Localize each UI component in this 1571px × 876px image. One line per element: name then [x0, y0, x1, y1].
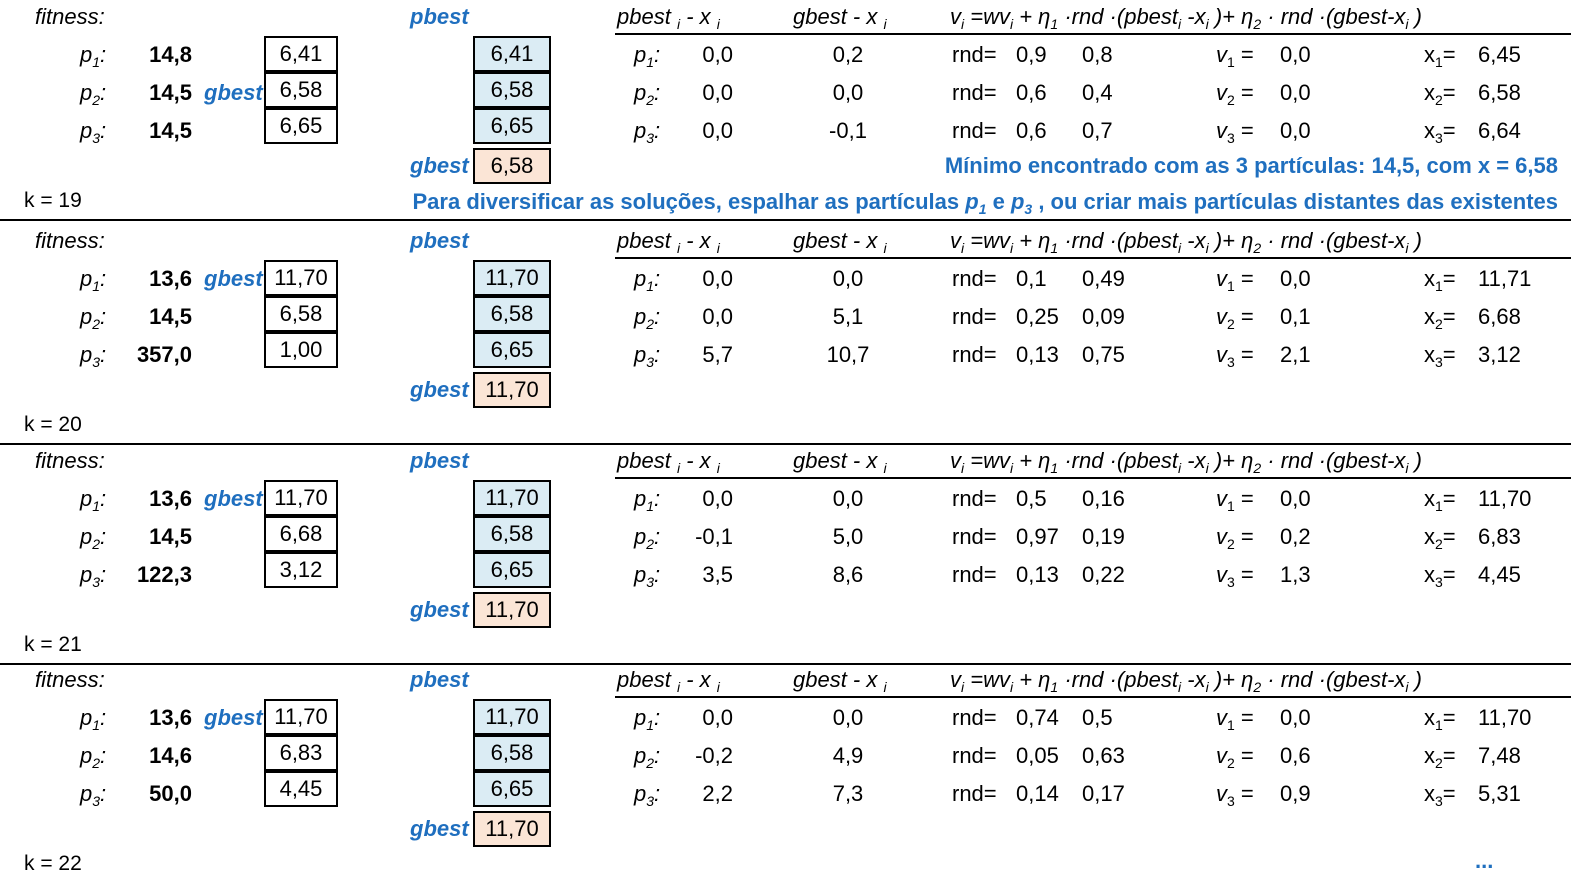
rnd1-value: 0,9 [1016, 42, 1047, 67]
row-particle-label: $p_1$: [634, 42, 661, 70]
new-position-value: 4,45 [1478, 562, 1521, 587]
pbest-minus-x-value: 5,7 [702, 342, 733, 367]
rnd1-value: 0,1 [1016, 266, 1047, 291]
rnd1-value: 0,13 [1016, 562, 1059, 587]
velocity-value: 0,0 [1280, 80, 1311, 105]
new-position-label: $x_1=$ [1424, 486, 1456, 514]
gbest-marker: gbest [204, 486, 263, 511]
new-position-label: $x_3=$ [1424, 118, 1456, 146]
rnd-label: rnd= [952, 80, 997, 105]
pbest-minus-x-value: 0,0 [702, 80, 733, 105]
row-particle-label: $p_1$: [634, 705, 661, 733]
rnd-label: rnd= [952, 118, 997, 143]
gbest-minus-x-value: 0,0 [832, 266, 864, 291]
gbest-minus-x-value: 0,0 [832, 80, 864, 105]
iteration-label: k = 20 [24, 413, 82, 436]
rnd1-value: 0,13 [1016, 342, 1059, 367]
velocity-value: 0,0 [1280, 118, 1311, 143]
velocity-formula: $v_i =wv_i + \eta_1 \cdot rnd$ ·(pbest$_i$ $-x_i$ )+ $\eta_2$ · rnd $\cdot(gbest-x_i$ ) [950, 448, 1422, 476]
fitness-value: 14,5 [149, 80, 192, 105]
position-cell: 11,70 [264, 260, 338, 296]
gbest-minus-x-value: 5,0 [832, 524, 864, 549]
velocity-label: $v_1$ = [1216, 266, 1254, 294]
fitness-value: 13,6 [149, 486, 192, 511]
rnd1-value: 0,74 [1016, 705, 1059, 730]
gbest-marker: gbest [204, 80, 263, 105]
rnd2-value: 0,09 [1082, 304, 1125, 329]
diversify-text-e: e [986, 189, 1011, 214]
particle-label: $p_2$: [80, 304, 107, 332]
minimum-found-note: Mínimo encontrado com as 3 partículas: 14,5, com x = 6,58 [944, 153, 1558, 178]
rnd1-value: 0,05 [1016, 743, 1059, 768]
fitness-value: 14,6 [149, 743, 192, 768]
fitness-value: 13,6 [149, 266, 192, 291]
row-particle-label: $p_3$: [634, 342, 661, 370]
position-cell: 6,41 [264, 36, 338, 72]
pbest-cell: 6,58 [473, 735, 551, 771]
row-particle-label: $p_1$: [634, 486, 661, 514]
fitness-value: 14,8 [149, 42, 192, 67]
new-position-value: 6,45 [1478, 42, 1521, 67]
pbest-cell: 6,65 [473, 552, 551, 588]
diversify-p1: $p_1$ [965, 189, 987, 217]
gbest-minus-x-value: 10,7 [826, 342, 870, 367]
gbest-minus-x-value: 0,0 [832, 486, 864, 511]
gbest-marker: gbest [204, 266, 263, 291]
diversify-text-a: Para diversificar as soluções, espalhar as partículas [412, 189, 966, 214]
gbest-marker: gbest [204, 705, 263, 730]
pbest-cell: 6,65 [473, 332, 551, 368]
fitness-value: 50,0 [149, 781, 192, 806]
col-header-gbest-minus-x: gbest - x $_i$ [793, 448, 887, 476]
pbest-minus-x-value: 3,5 [702, 562, 733, 587]
new-position-label: $x_2=$ [1424, 524, 1456, 552]
fitness-value: 122,3 [136, 562, 192, 587]
fitness-value: 14,5 [149, 524, 192, 549]
velocity-value: 0,6 [1280, 743, 1311, 768]
rnd1-value: 0,25 [1016, 304, 1059, 329]
pbest-minus-x-value: 0,0 [702, 118, 733, 143]
velocity-value: 1,3 [1280, 562, 1311, 587]
rnd1-value: 0,14 [1016, 781, 1059, 806]
gbest-label: gbest [410, 816, 469, 841]
new-position-value: 6,83 [1478, 524, 1521, 549]
position-cell: 4,45 [264, 771, 338, 807]
pbest-cell: 11,70 [473, 699, 551, 735]
velocity-label: $v_2$ = [1216, 524, 1254, 552]
gbest-label: gbest [410, 597, 469, 622]
position-cell: 11,70 [264, 480, 338, 516]
velocity-label: $v_1$ = [1216, 42, 1254, 70]
gbest-minus-x-value: 0,2 [832, 42, 864, 67]
row-particle-label: $p_3$: [634, 562, 661, 590]
gbest-label: gbest [410, 377, 469, 402]
pbest-minus-x-value: 0,0 [702, 266, 733, 291]
rnd2-value: 0,17 [1082, 781, 1125, 806]
col-header-gbest-minus-x: gbest - x $_i$ [793, 4, 887, 32]
new-position-value: 6,58 [1478, 80, 1521, 105]
pbest-header: pbest [410, 228, 469, 253]
velocity-label: $v_3$ = [1216, 118, 1254, 146]
rnd2-value: 0,19 [1082, 524, 1125, 549]
velocity-value: 0,2 [1280, 524, 1311, 549]
col-header-pbest-minus-x: pbest $_i$ - x $_i$ [617, 448, 720, 476]
header-underline [615, 696, 1571, 698]
fitness-value: 357,0 [136, 342, 192, 367]
velocity-label: $v_2$ = [1216, 80, 1254, 108]
fitness-value: 14,5 [149, 304, 192, 329]
iteration-label: k = 21 [24, 633, 82, 656]
col-header-gbest-minus-x: gbest - x $_i$ [793, 228, 887, 256]
position-cell: 6,65 [264, 108, 338, 144]
block-separator [0, 443, 1571, 445]
new-position-label: $x_1=$ [1424, 705, 1456, 733]
rnd2-value: 0,16 [1082, 486, 1125, 511]
pbest-cell: 6,65 [473, 108, 551, 144]
rnd2-value: 0,4 [1082, 80, 1113, 105]
pbest-minus-x-value: 2,2 [702, 781, 733, 806]
velocity-formula: $v_i =wv_i + \eta_1 \cdot rnd$ ·(pbest$_i$ $-x_i$ )+ $\eta_2$ · rnd $\cdot(gbest-x_i$ ) [950, 667, 1422, 695]
gbest-cell: 11,70 [473, 592, 551, 628]
velocity-label: $v_1$ = [1216, 705, 1254, 733]
gbest-minus-x-value: 0,0 [832, 705, 864, 730]
rnd-label: rnd= [952, 342, 997, 367]
pbest-header: pbest [410, 448, 469, 473]
new-position-label: $x_3=$ [1424, 342, 1456, 370]
velocity-label: $v_2$ = [1216, 743, 1254, 771]
new-position-label: $x_2=$ [1424, 743, 1456, 771]
velocity-label: $v_2$ = [1216, 304, 1254, 332]
new-position-label: $x_1=$ [1424, 42, 1456, 70]
block-separator [0, 663, 1571, 665]
col-header-gbest-minus-x: gbest - x $_i$ [793, 667, 887, 695]
col-header-pbest-minus-x: pbest $_i$ - x $_i$ [617, 228, 720, 256]
position-cell: 6,83 [264, 735, 338, 771]
new-position-label: $x_3=$ [1424, 781, 1456, 809]
particle-label: $p_3$: [80, 118, 107, 146]
velocity-label: $v_3$ = [1216, 562, 1254, 590]
fitness-header: fitness: [35, 448, 105, 473]
pbest-minus-x-value: 0,0 [702, 42, 733, 67]
row-particle-label: $p_2$: [634, 80, 661, 108]
particle-label: $p_3$: [80, 342, 107, 370]
pbest-cell: 6,58 [473, 72, 551, 108]
pbest-cell: 11,70 [473, 260, 551, 296]
position-cell: 3,12 [264, 552, 338, 588]
velocity-value: 0,0 [1280, 42, 1311, 67]
rnd-label: rnd= [952, 781, 997, 806]
row-particle-label: $p_3$: [634, 118, 661, 146]
new-position-value: 11,71 [1478, 266, 1532, 291]
new-position-value: 6,64 [1478, 118, 1521, 143]
velocity-value: 2,1 [1280, 342, 1311, 367]
rnd2-value: 0,63 [1082, 743, 1125, 768]
rnd2-value: 0,49 [1082, 266, 1125, 291]
new-position-label: $x_2=$ [1424, 80, 1456, 108]
fitness-header: fitness: [35, 667, 105, 692]
pbest-minus-x-value: 0,0 [702, 486, 733, 511]
rnd-label: rnd= [952, 486, 997, 511]
velocity-value: 0,0 [1280, 266, 1311, 291]
pbest-cell: 6,58 [473, 516, 551, 552]
particle-label: $p_2$: [80, 80, 107, 108]
row-particle-label: $p_2$: [634, 304, 661, 332]
gbest-minus-x-value: 8,6 [832, 562, 864, 587]
pbest-minus-x-value: 0,0 [702, 705, 733, 730]
pbest-cell: 6,65 [473, 771, 551, 807]
rnd-label: rnd= [952, 304, 997, 329]
particle-label: $p_3$: [80, 781, 107, 809]
rnd-label: rnd= [952, 524, 997, 549]
rnd2-value: 0,5 [1082, 705, 1113, 730]
new-position-label: $x_1=$ [1424, 266, 1456, 294]
rnd-label: rnd= [952, 42, 997, 67]
particle-label: $p_2$: [80, 743, 107, 771]
diversify-note [413, 189, 1559, 222]
row-particle-label: $p_2$: [634, 743, 661, 771]
iteration-label: k = 22 [24, 852, 82, 875]
gbest-minus-x-value: 5,1 [832, 304, 864, 329]
rnd1-value: 0,6 [1016, 80, 1047, 105]
rnd2-value: 0,8 [1082, 42, 1113, 67]
new-position-value: 11,70 [1478, 486, 1532, 511]
fitness-header: fitness: [35, 228, 105, 253]
header-underline [615, 477, 1571, 479]
velocity-value: 0,0 [1280, 486, 1311, 511]
pbest-minus-x-value: -0,2 [695, 743, 733, 768]
continuation-ellipsis: ... [1475, 848, 1494, 873]
position-cell: 1,00 [264, 332, 338, 368]
gbest-cell: 6,58 [473, 148, 551, 184]
gbest-cell: 11,70 [473, 372, 551, 408]
diversify-text-b: , ou criar mais partículas distantes das existentes [1032, 189, 1558, 214]
velocity-value: 0,1 [1280, 304, 1311, 329]
diversify-p3: $p_3$ [1010, 189, 1033, 217]
rnd2-value: 0,7 [1082, 118, 1113, 143]
fitness-value: 13,6 [149, 705, 192, 730]
velocity-value: 0,9 [1280, 781, 1311, 806]
pbest-minus-x-value: 0,0 [702, 304, 733, 329]
particle-label: $p_1$: [80, 266, 107, 294]
pbest-header: pbest [410, 667, 469, 692]
velocity-label: $v_3$ = [1216, 342, 1254, 370]
rnd-label: rnd= [952, 562, 997, 587]
rnd1-value: 0,6 [1016, 118, 1047, 143]
rnd1-value: 0,5 [1016, 486, 1047, 511]
rnd-label: rnd= [952, 266, 997, 291]
rnd-label: rnd= [952, 743, 997, 768]
new-position-value: 6,68 [1478, 304, 1521, 329]
particle-label: $p_3$: [80, 562, 107, 590]
velocity-label: $v_3$ = [1216, 781, 1254, 809]
velocity-value: 0,0 [1280, 705, 1311, 730]
pbest-minus-x-value: -0,1 [695, 524, 733, 549]
gbest-minus-x-value: -0,1 [829, 118, 867, 143]
gbest-cell: 11,70 [473, 811, 551, 847]
rnd-label: rnd= [952, 705, 997, 730]
particle-label: $p_1$: [80, 705, 107, 733]
pbest-cell: 11,70 [473, 480, 551, 516]
fitness-value: 14,5 [149, 118, 192, 143]
particle-label: $p_1$: [80, 42, 107, 70]
pbest-cell: 6,58 [473, 296, 551, 332]
velocity-label: $v_1$ = [1216, 486, 1254, 514]
gbest-label: gbest [410, 153, 469, 178]
gbest-minus-x-value: 7,3 [832, 781, 864, 806]
new-position-value: 11,70 [1478, 705, 1532, 730]
rnd2-value: 0,75 [1082, 342, 1125, 367]
col-header-pbest-minus-x: pbest $_i$ - x $_i$ [617, 667, 720, 695]
new-position-label: $x_2=$ [1424, 304, 1456, 332]
header-underline [615, 33, 1571, 35]
particle-label: $p_1$: [80, 486, 107, 514]
new-position-label: $x_3=$ [1424, 562, 1456, 590]
row-particle-label: $p_1$: [634, 266, 661, 294]
gbest-minus-x-value: 4,9 [832, 743, 864, 768]
rnd2-value: 0,22 [1082, 562, 1125, 587]
new-position-value: 7,48 [1478, 743, 1521, 768]
new-position-value: 3,12 [1478, 342, 1521, 367]
row-particle-label: $p_3$: [634, 781, 661, 809]
pbest-header: pbest [410, 4, 469, 29]
pbest-cell: 6,41 [473, 36, 551, 72]
position-cell: 6,58 [264, 296, 338, 332]
position-cell: 6,68 [264, 516, 338, 552]
col-header-pbest-minus-x: pbest $_i$ - x $_i$ [617, 4, 720, 32]
fitness-header: fitness: [35, 4, 105, 29]
velocity-formula: $v_i =wv_i + \eta_1 \cdot rnd$ ·(pbest$_i$ $-x_i$ )+ $\eta_2$ · rnd $\cdot(gbest-x_i$ ) [950, 228, 1422, 256]
position-cell: 11,70 [264, 699, 338, 735]
new-position-value: 5,31 [1478, 781, 1521, 806]
position-cell: 6,58 [264, 72, 338, 108]
velocity-formula: $v_i =wv_i + \eta_1 \cdot rnd$ ·(pbest$_i$ $-x_i$ )+ $\eta_2$ · rnd $\cdot(gbest-x_i$ ) [950, 4, 1422, 32]
rnd1-value: 0,97 [1016, 524, 1059, 549]
iteration-label: k = 19 [24, 189, 82, 212]
header-underline [615, 257, 1571, 259]
particle-label: $p_2$: [80, 524, 107, 552]
row-particle-label: $p_2$: [634, 524, 661, 552]
